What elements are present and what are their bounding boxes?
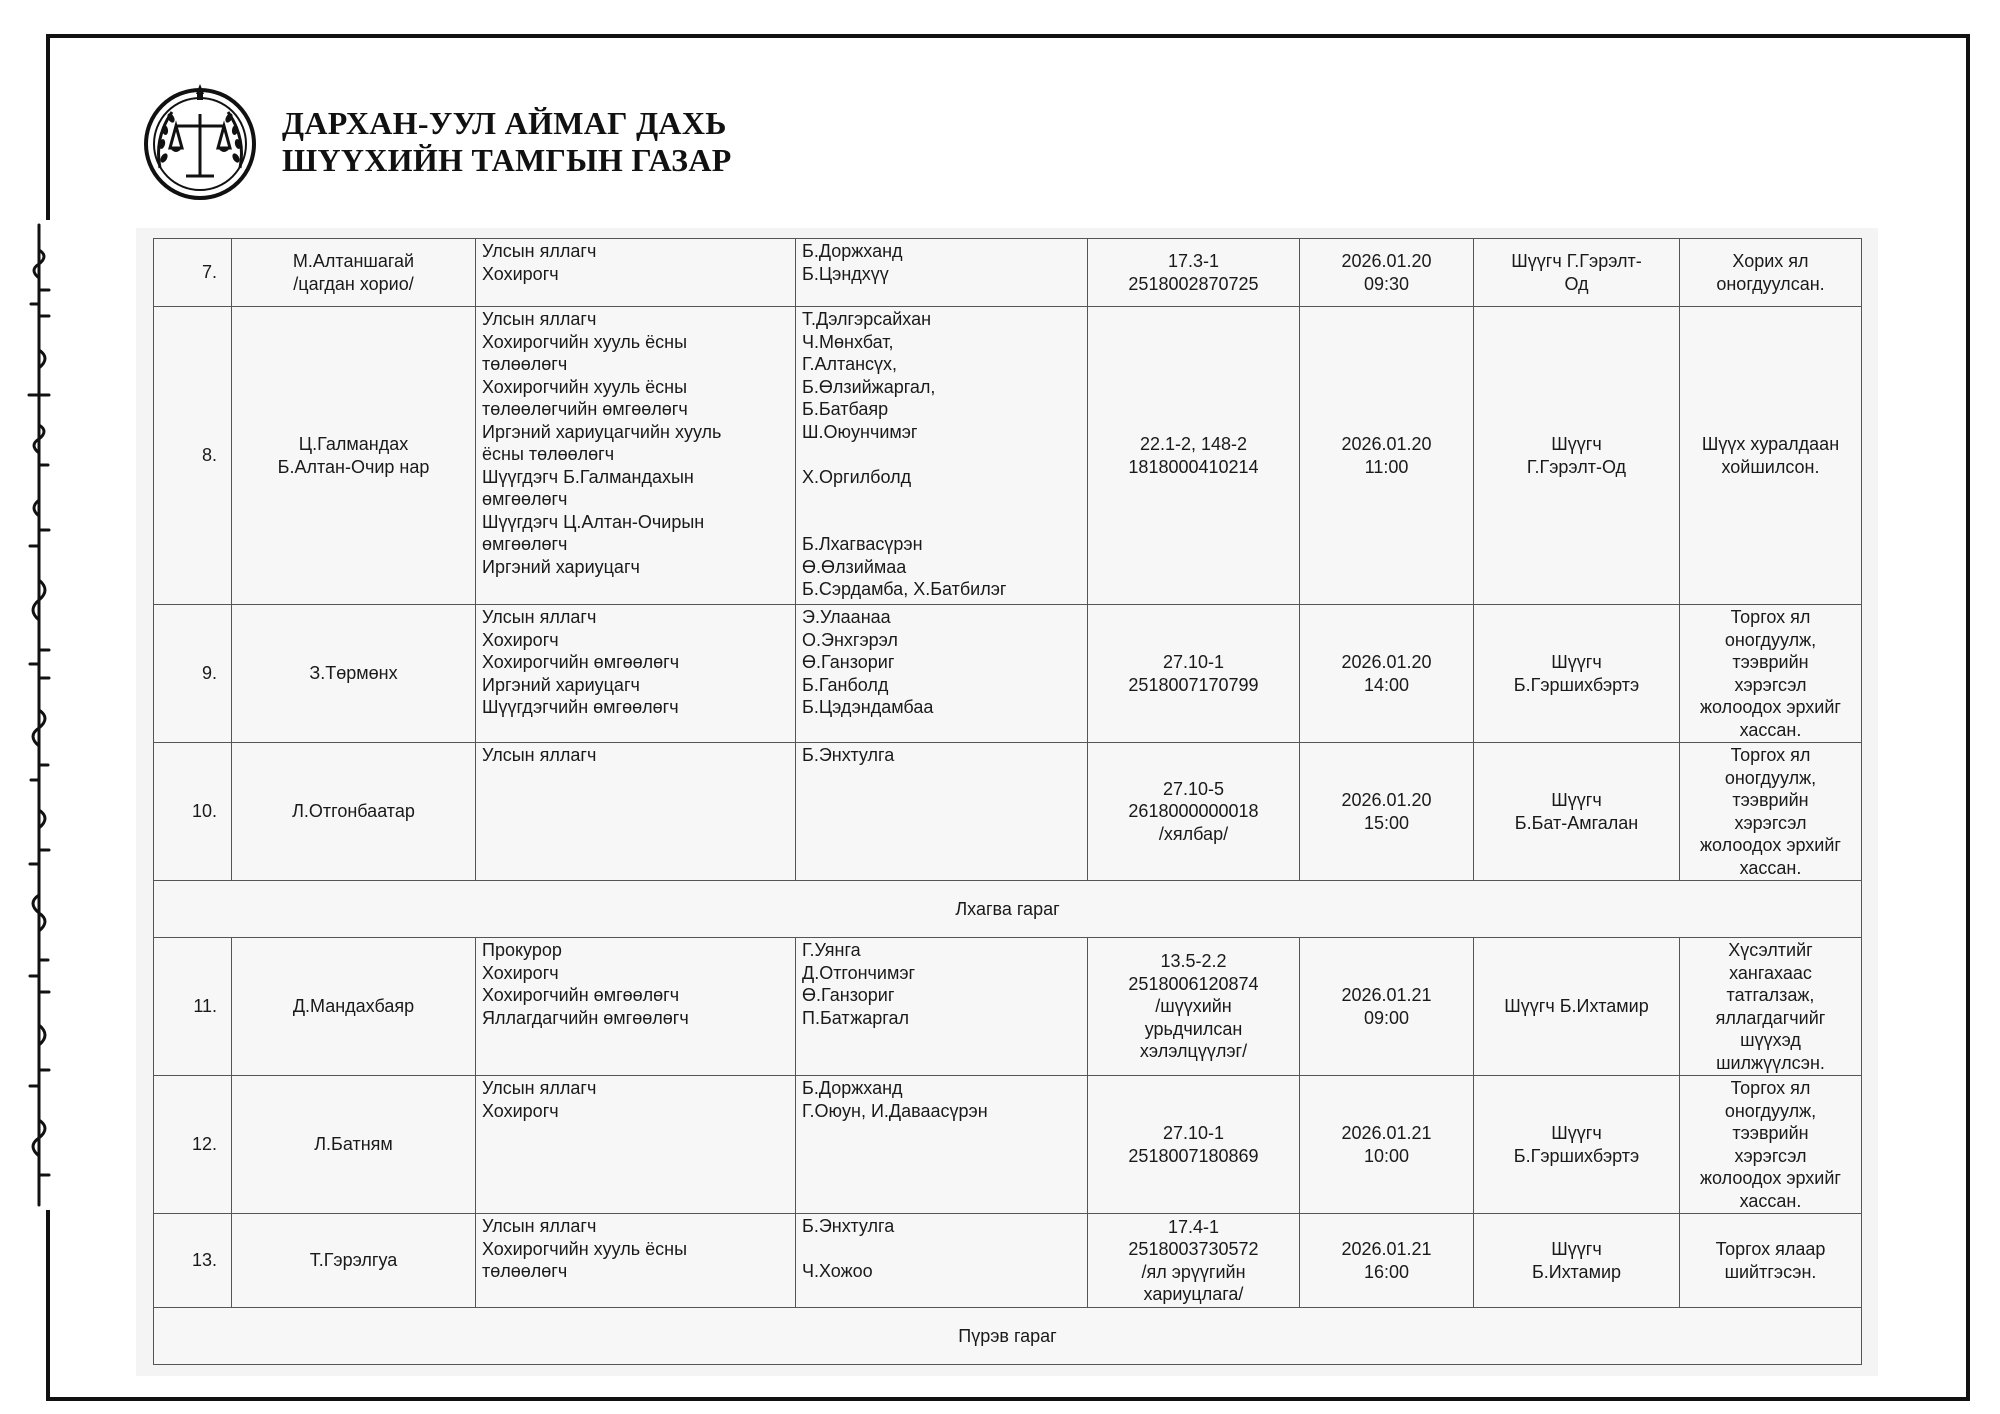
judge-cell: Шүүгч Г.Гэрэлт- Од [1474,239,1680,307]
hearing-datetime-cell: 2026.01.21 10:00 [1300,1076,1474,1214]
defendant-cell: Д.Мандахбаяр [232,938,476,1076]
day-separator-wednesday [154,881,1862,938]
judge-cell: Шүүгч Б.Гэршихбэртэ [1474,1076,1680,1214]
hearing-datetime-cell: 2026.01.21 09:00 [1300,938,1474,1076]
judge-cell: Шүүгч Г.Гэрэлт-Од [1474,307,1680,605]
participant-names-cell: Б.Доржханд Г.Оюун, И.Даваасүрэн [796,1076,1088,1214]
result-cell: Хорих ял оногдуулсан. [1680,239,1862,307]
participants-cell: Улсын яллагч Хохирогчийн хууль ёсны төлөөлөгч Хохирогчийн хууль ёсны төлөөлөгчийн өмгөөлөгч Иргэний хариуцагчийн хууль ёсны төлөөлөгч Шүүгдэгч Б.Галмандахын өмгөөлөгч Шүүгдэгч Ц.Алтан-Очирын өмгөөлөгч Иргэний хариуцагч [476,307,796,605]
defendant-cell: Т.Гэрэлгуа [232,1214,476,1308]
article-case-id-cell: 22.1-2, 148-2 1818000410214 [1088,307,1300,605]
participant-names-cell: Б.Энхтулга [796,743,1088,881]
office-title-line-1: ДАРХАН-УУЛ АЙМАГ ДАХЬ [282,105,727,141]
day-heading: Лхагва гараг [154,881,1862,938]
defendant-cell: Ц.Галмандах Б.Алтан-Очир нар [232,307,476,605]
article-case-id-cell: 17.3-1 2518002870725 [1088,239,1300,307]
participants-cell: Улсын яллагч Хохирогчийн хууль ёсны төлөөлөгч [476,1214,796,1308]
result-cell: Торгох ял оногдуулж, тээврийн хэрэгсэл жолоодох эрхийг хассан. [1680,1076,1862,1214]
case-number-cell: 10. [154,743,232,881]
table-row [154,239,1862,307]
result-cell: Торгох ял оногдуулж, тээврийн хэрэгсэл жолоодох эрхийг хассан. [1680,743,1862,881]
mongolian-script-margin-text [8,220,70,1210]
participants-cell: Прокурор Хохирогч Хохирогчийн өмгөөлөгч Яллагдагчийн өмгөөлөгч [476,938,796,1076]
judge-cell: Шүүгч Б.Бат-Амгалан [1474,743,1680,881]
article-case-id-cell: 13.5-2.2 2518006120874 /шүүхийн урьдчилсан хэлэлцүүлэг/ [1088,938,1300,1076]
day-separator-thursday [154,1308,1862,1365]
result-cell: Торгох ялаар шийтгэсэн. [1680,1214,1862,1308]
hearing-datetime-cell: 2026.01.20 14:00 [1300,605,1474,743]
table-row [154,605,1862,743]
participants-cell: Улсын яллагч Хохирогч [476,1076,796,1214]
participant-names-cell: Э.Улаанаа О.Энхгэрэл Ө.Ганзориг Б.Ганболд Б.Цэдэндамбаа [796,605,1088,743]
defendant-cell: Л.Отгонбаатар [232,743,476,881]
participant-names-cell: Б.Энхтулга Ч.Хожоо [796,1214,1088,1308]
article-case-id-cell: 27.10-1 2518007180869 [1088,1076,1300,1214]
hearing-datetime-cell: 2026.01.21 16:00 [1300,1214,1474,1308]
table-row [154,743,1862,881]
participants-cell: Улсын яллагч Хохирогч [476,239,796,307]
table-row [154,1214,1862,1308]
court-hearing-schedule-table [153,238,1862,1365]
office-title-line-2: ШҮҮХИЙН ТАМГЫН ГАЗАР [282,142,732,178]
defendant-cell: З.Төрмөнх [232,605,476,743]
participant-names-cell: Б.Доржханд Б.Цэндхүү [796,239,1088,307]
hearing-datetime-cell: 2026.01.20 09:30 [1300,239,1474,307]
participant-names-cell: Г.Уянга Д.Отгончимэг Ө.Ганзориг П.Батжаргал [796,938,1088,1076]
court-emblem-icon [140,78,260,206]
defendant-cell: Л.Батням [232,1076,476,1214]
result-cell: Торгох ял оногдуулж, тээврийн хэрэгсэл жолоодох эрхийг хассан. [1680,605,1862,743]
case-number-cell: 12. [154,1076,232,1214]
participants-cell: Улсын яллагч [476,743,796,881]
case-number-cell: 13. [154,1214,232,1308]
article-case-id-cell: 27.10-5 2618000000018 /хялбар/ [1088,743,1300,881]
article-case-id-cell: 27.10-1 2518007170799 [1088,605,1300,743]
judge-cell: Шүүгч Б.Ихтамир [1474,1214,1680,1308]
hearing-datetime-cell: 2026.01.20 11:00 [1300,307,1474,605]
table-row [154,307,1862,605]
participants-cell: Улсын яллагч Хохирогч Хохирогчийн өмгөөлөгч Иргэний хариуцагч Шүүгдэгчийн өмгөөлөгч [476,605,796,743]
case-number-cell: 7. [154,239,232,307]
result-cell: Шүүх хуралдаан хойшилсон. [1680,307,1862,605]
result-cell: Хүсэлтийг хангахаас татгалзаж, яллагдагчийг шүүхэд шилжүүлсэн. [1680,938,1862,1076]
letterhead [140,78,732,206]
hearing-datetime-cell: 2026.01.20 15:00 [1300,743,1474,881]
participant-names-cell: Т.Дэлгэрсайхан Ч.Мөнхбат, Г.Алтансүх, Б.Өлзийжаргал, Б.Батбаяр Ш.Оюунчимэг Х.Оргилболд Б.Лхагвасүрэн Ө.Өлзиймаа Б.Сэрдамба, Х.Батбилэг [796,307,1088,605]
judge-cell: Шүүгч Б.Ихтамир [1474,938,1680,1076]
case-number-cell: 8. [154,307,232,605]
day-heading: Пүрэв гараг [154,1308,1862,1365]
case-number-cell: 11. [154,938,232,1076]
case-number-cell: 9. [154,605,232,743]
defendant-cell: М.Алтаншагай /цагдан хорио/ [232,239,476,307]
article-case-id-cell: 17.4-1 2518003730572 /ял эрүүгийн хариуцлага/ [1088,1214,1300,1308]
table-row [154,938,1862,1076]
table-row [154,1076,1862,1214]
judge-cell: Шүүгч Б.Гэршихбэртэ [1474,605,1680,743]
